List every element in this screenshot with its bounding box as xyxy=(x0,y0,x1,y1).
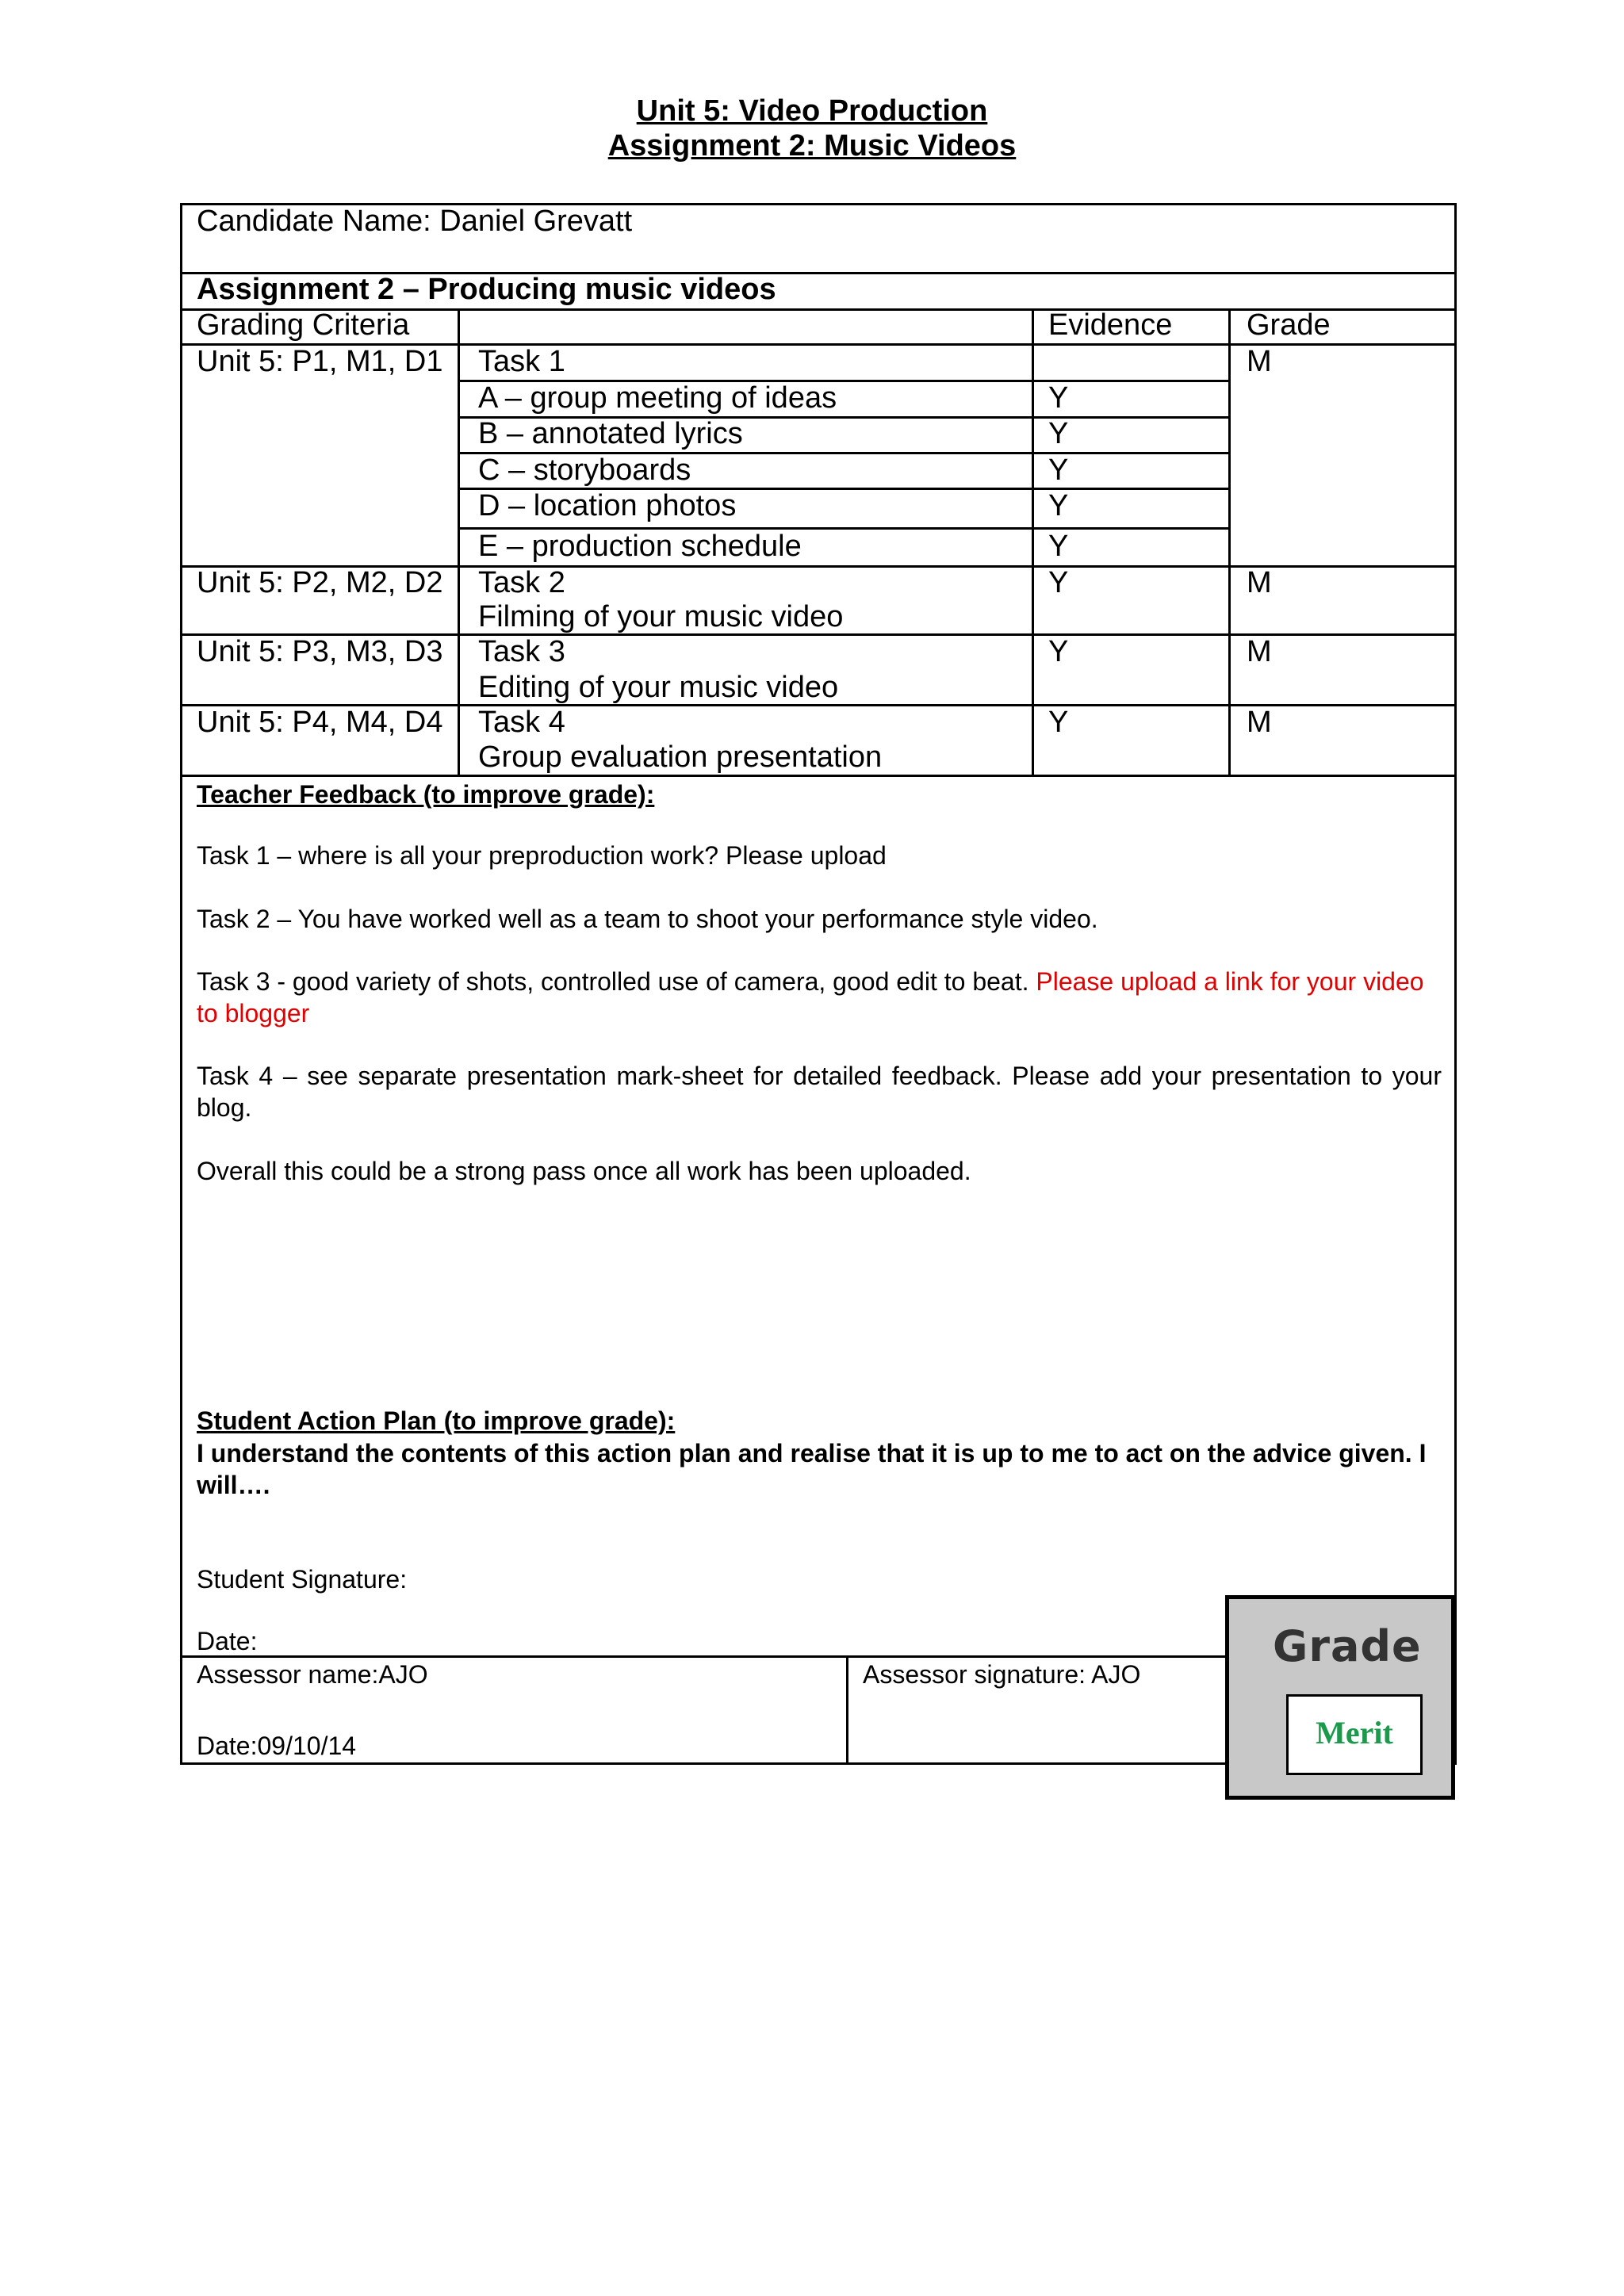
table-row-evidence: Y xyxy=(1048,566,1069,599)
subtask-evidence: Y xyxy=(1048,381,1069,415)
document-title: Unit 5: Video Production xyxy=(636,94,988,128)
subtask-label: B – annotated lyrics xyxy=(478,417,743,450)
subtask-label: A – group meeting of ideas xyxy=(478,381,837,415)
feedback-overall: Overall this could be a strong pass once all work has been uploaded. xyxy=(197,1157,971,1185)
table-row-criteria: Unit 5: P2, M2, D2 xyxy=(197,566,443,599)
table-row-description: Editing of your music video xyxy=(478,671,839,704)
table-row-task: Task 2 xyxy=(478,566,565,599)
subtask-evidence: Y xyxy=(1048,417,1069,450)
student-signature-label: Student Signature: xyxy=(197,1565,408,1594)
header-evidence: Evidence xyxy=(1048,308,1173,342)
student-date-label: Date: xyxy=(197,1627,258,1655)
action-plan-statement: I understand the contents of this action plan and realise that it is up to me to act on the advice given. I will…. xyxy=(197,1439,1427,1499)
rule xyxy=(846,1655,848,1765)
subtask-evidence: Y xyxy=(1048,530,1069,563)
table-row-task: Task 1 xyxy=(478,345,565,378)
header-grade: Grade xyxy=(1247,308,1331,342)
feedback-task3-text: Task 3 - good variety of shots, controlled use of camera, good edit to beat. xyxy=(197,967,1036,996)
rule xyxy=(180,1655,1235,1658)
table-row-grade: M xyxy=(1247,706,1272,739)
subtask-label: C – storyboards xyxy=(478,453,691,487)
grade-stamp xyxy=(1225,1595,1455,1800)
table-row-grade: M xyxy=(1247,635,1272,668)
table-row-grade: M xyxy=(1247,345,1272,378)
table-row-evidence: Y xyxy=(1048,706,1069,739)
table-row-task: Task 4 xyxy=(478,706,565,739)
feedback-task2: Task 2 – You have worked well as a team to shoot your performance style video. xyxy=(197,905,1098,933)
feedback-task1: Task 1 – where is all your preproduction work? Please upload xyxy=(197,841,887,870)
subtask-evidence: Y xyxy=(1048,489,1069,522)
table-row-criteria: Unit 5: P3, M3, D3 xyxy=(197,635,443,668)
table-row-description: Filming of your music video xyxy=(478,600,844,633)
assessor-name: Assessor name:AJO xyxy=(197,1660,428,1689)
table-row-description: Group evaluation presentation xyxy=(478,740,883,774)
grade-stamp-title: Grade xyxy=(1273,1621,1422,1671)
rule xyxy=(458,308,460,775)
subtask-label: D – location photos xyxy=(478,489,737,522)
rule xyxy=(1228,308,1231,775)
grade-stamp-box xyxy=(1286,1694,1423,1775)
table-row-criteria: Unit 5: P1, M1, D1 xyxy=(197,345,443,378)
assignment-title: Assignment 2 – Producing music videos xyxy=(197,273,776,306)
table-row-evidence: Y xyxy=(1048,635,1069,668)
feedback-heading: Teacher Feedback (to improve grade): xyxy=(197,780,655,809)
document-subtitle: Assignment 2: Music Videos xyxy=(607,129,1017,163)
assessor-signature: Assessor signature: AJO xyxy=(863,1660,1141,1689)
action-plan-heading: Student Action Plan (to improve grade): xyxy=(197,1406,676,1435)
assessor-date: Date:09/10/14 xyxy=(197,1732,357,1760)
feedback-task4: Task 4 – see separate presentation mark-sheet for detailed feedback. Please add your presentation to your blog. xyxy=(197,1062,1442,1122)
table-row-grade: M xyxy=(1247,566,1272,599)
rule xyxy=(180,775,1457,777)
feedback-task3 xyxy=(197,966,1442,1029)
subtask-label: E – production schedule xyxy=(478,530,802,563)
feedback-task3-upload-request: Please upload a link for your video to blogger xyxy=(197,967,1424,1027)
header-grading-criteria: Grading Criteria xyxy=(197,308,410,342)
table-row-criteria: Unit 5: P4, M4, D4 xyxy=(197,706,443,739)
subtask-evidence: Y xyxy=(1048,453,1069,487)
table-row-task: Task 3 xyxy=(478,635,565,668)
rule xyxy=(1032,308,1034,775)
grade-stamp-value: Merit xyxy=(1316,1715,1393,1751)
candidate-name: Candidate Name: Daniel Grevatt xyxy=(197,205,633,238)
